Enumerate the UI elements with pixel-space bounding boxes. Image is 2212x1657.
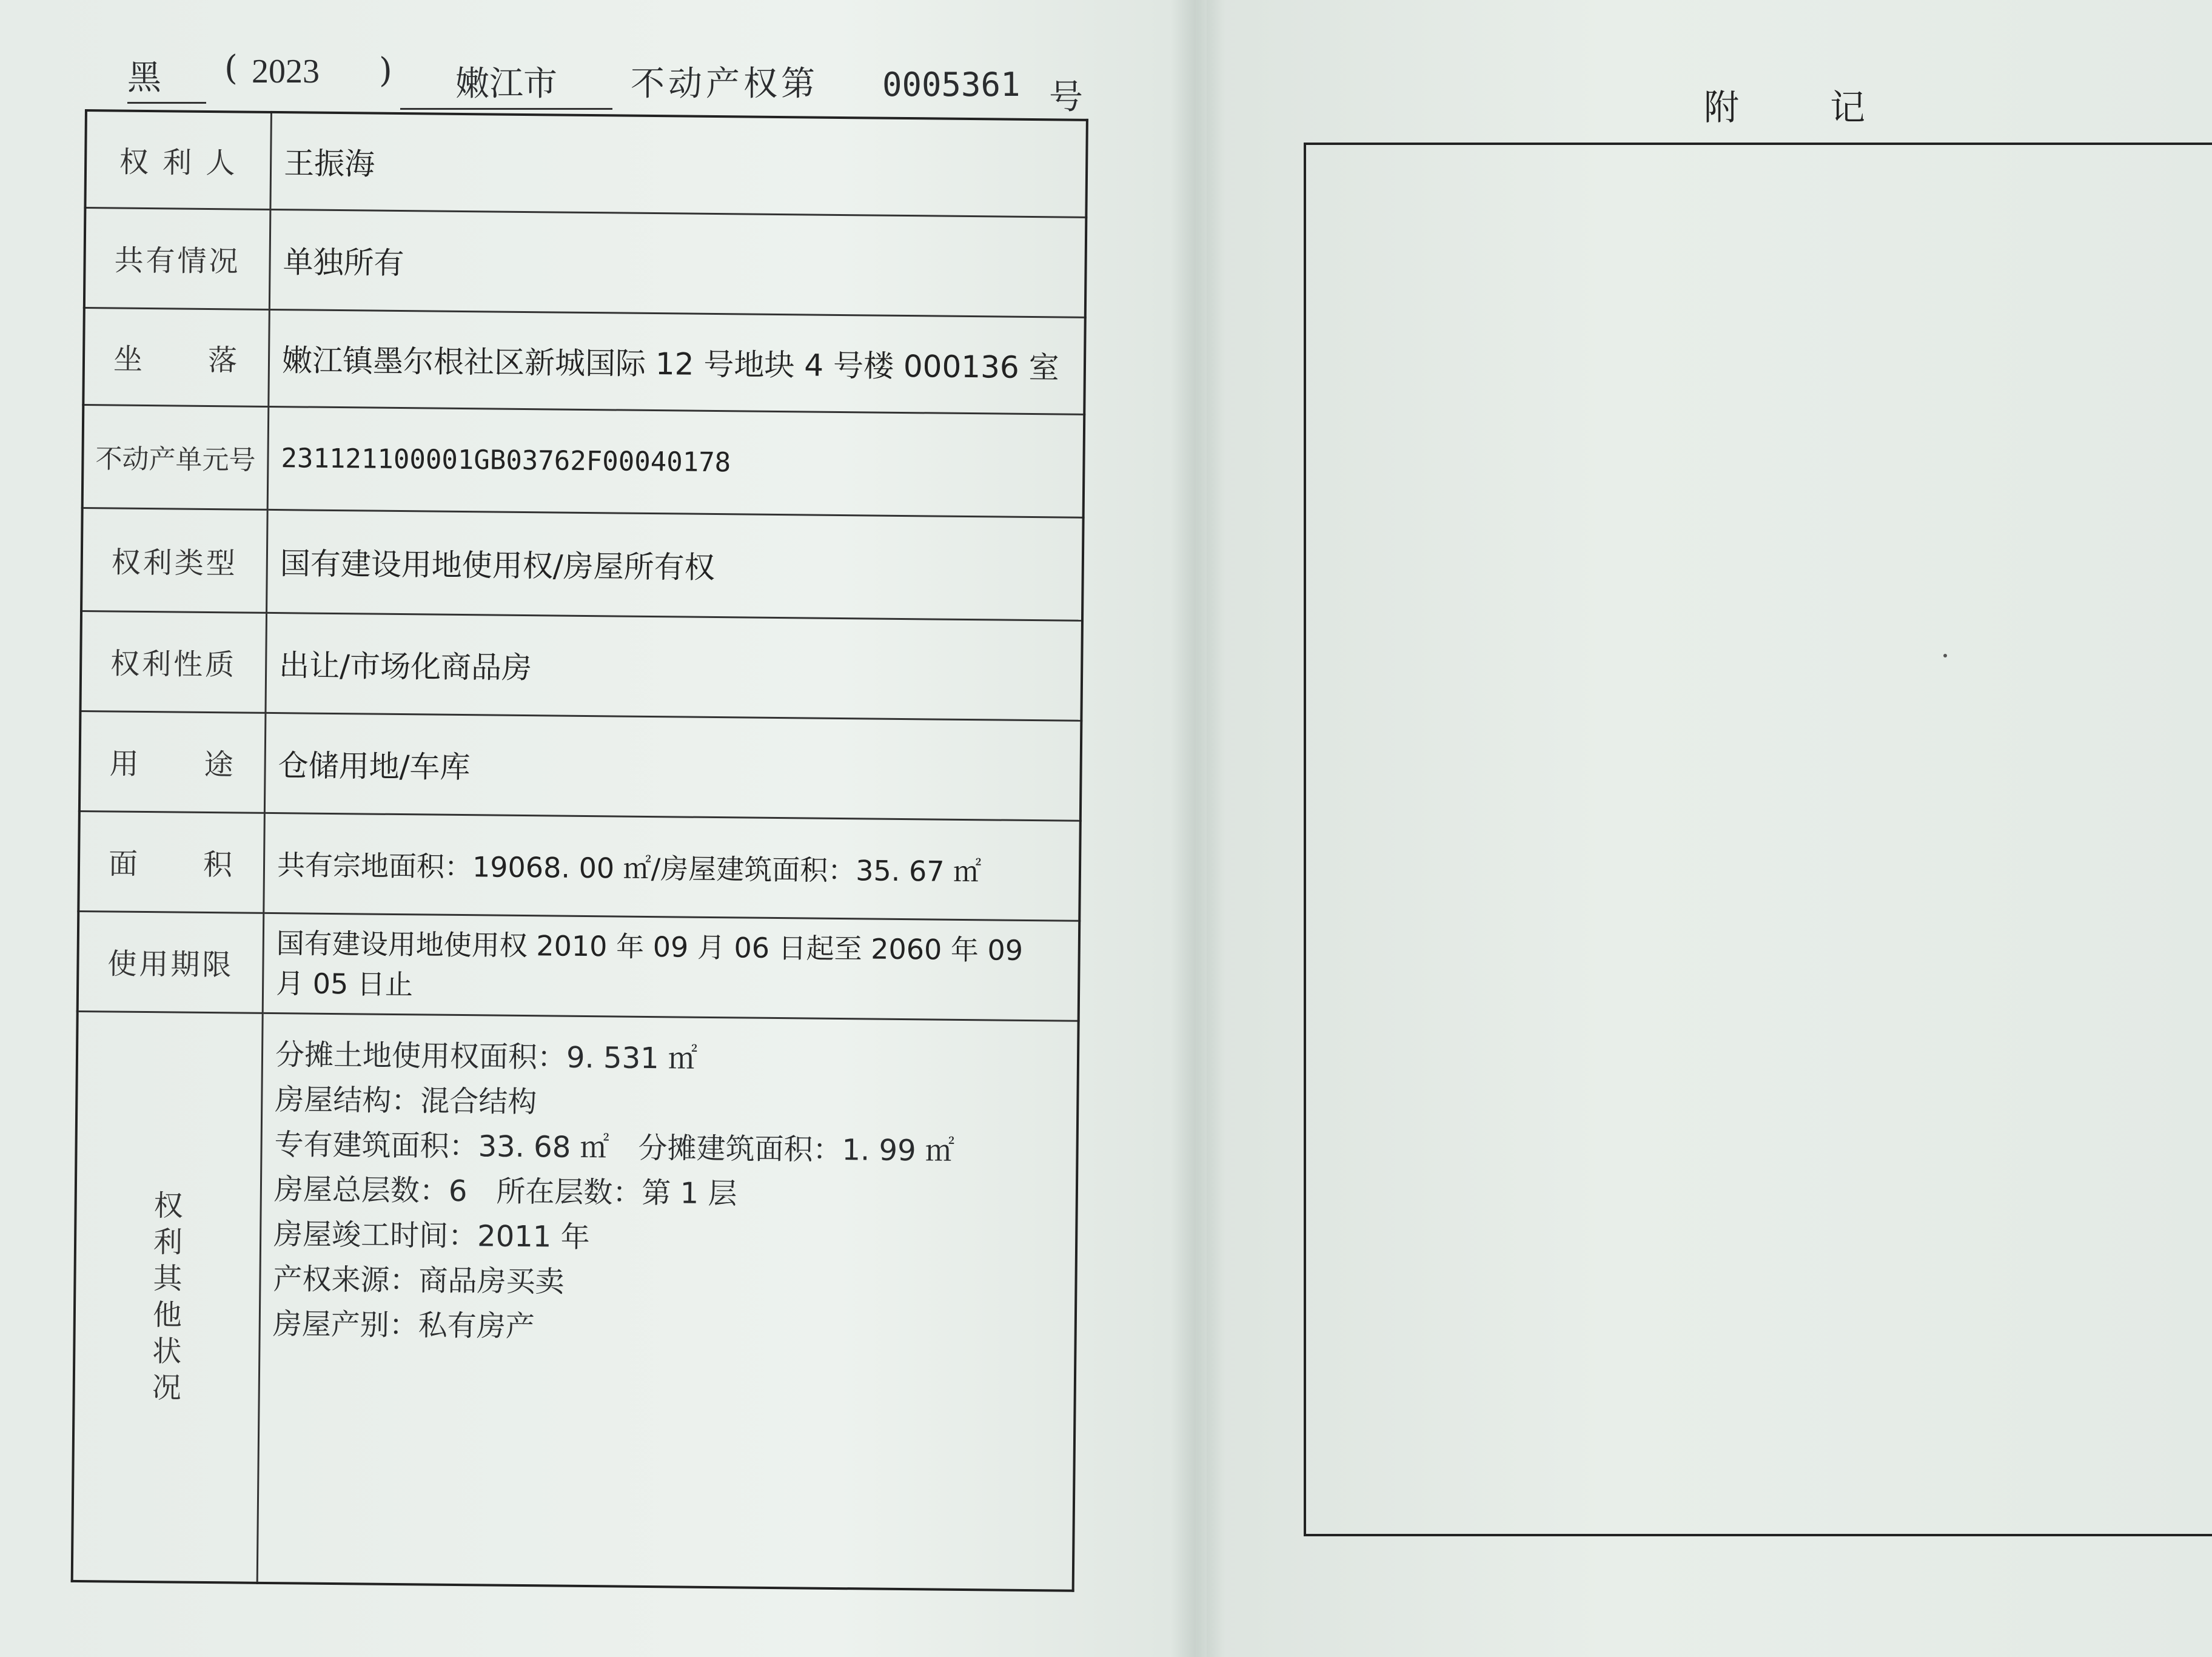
field-label: 权 利 人 <box>85 110 271 209</box>
field-label: 坐 落 <box>83 308 269 406</box>
other-status-char: 利 <box>153 1225 183 1260</box>
table-row <box>80 611 1082 721</box>
cert-city: 嫩江市 <box>400 57 612 110</box>
field-label: 使用期限 <box>78 911 264 1013</box>
list-item: 专有建筑面积：33. 68 ㎡ 分摊建筑面积：1. 99 ㎡ <box>274 1127 955 1168</box>
table-row <box>81 508 1084 620</box>
list-item: 房屋产别：私有房产 <box>272 1306 535 1343</box>
province-abbr: 黑 <box>127 51 206 104</box>
other-status-char: 权 <box>153 1188 183 1223</box>
field-label: 权利类型 <box>81 508 267 613</box>
book-spine <box>1170 0 1225 1657</box>
list-item: 房屋竣工时间：2011 年 <box>273 1217 590 1254</box>
cert-label: 不动产权第 <box>631 64 819 104</box>
attachment-title: 附记 <box>1704 87 1957 128</box>
cert-suffix: 号 <box>1049 78 1083 117</box>
certificate-header <box>103 49 1098 115</box>
field-value-location: 嫩江镇墨尔根社区新城国际 12 号地块 4 号楼 000136 室 <box>269 309 1085 414</box>
field-label: 面 积 <box>78 811 264 913</box>
field-value-owner: 王振海 <box>270 112 1087 217</box>
field-label: 权利性质 <box>80 611 266 713</box>
other-status-char: 其 <box>153 1261 183 1296</box>
cert-number: 0005361 <box>882 66 1021 104</box>
list-item: 房屋结构：混合结构 <box>275 1082 537 1119</box>
table-row <box>83 308 1085 414</box>
field-value-term: 国有建设用地使用权 2010 年 09 月 06 日起至 2060 年 09 月 05 日止 <box>263 913 1079 1021</box>
table-row <box>82 405 1085 517</box>
field-value-area: 共有宗地面积：19068. 00 ㎡/房屋建筑面积：35. 67 ㎡ <box>264 813 1081 921</box>
other-status-char: 他 <box>152 1297 183 1333</box>
paren-close: ) <box>379 51 392 90</box>
field-value-usage: 仓储用地/车库 <box>264 713 1081 821</box>
certificate-table <box>71 109 1088 1592</box>
field-value-ownership: 单独所有 <box>269 209 1086 317</box>
table-row <box>78 811 1081 921</box>
field-label: 共有情况 <box>84 207 270 309</box>
paper-speck <box>1943 654 1947 657</box>
list-item: 分摊土地使用权面积：9. 531 ㎡ <box>275 1037 698 1076</box>
table-row <box>85 110 1087 217</box>
table-row <box>78 911 1080 1021</box>
other-status-label <box>72 1011 263 1583</box>
other-status-char: 状 <box>152 1334 182 1369</box>
field-value-right-nature: 出让/市场化商品房 <box>266 613 1082 721</box>
table-row <box>84 207 1087 317</box>
table-row <box>79 711 1082 821</box>
attachment-box <box>1304 143 2212 1536</box>
other-status-char: 况 <box>152 1370 182 1405</box>
list-item: 房屋总层数：6 所在层数：第 1 层 <box>273 1172 737 1211</box>
field-label: 不动产单元号 <box>82 405 269 509</box>
cert-year: 2023 <box>252 53 320 90</box>
paren-open: ( <box>224 49 238 88</box>
field-value-unit-number: 231121100001GB03762F00040178 <box>267 406 1084 517</box>
list-item: 产权来源：商品房买卖 <box>273 1262 565 1299</box>
field-value-right-type: 国有建设用地使用权/房屋所有权 <box>267 509 1084 620</box>
other-status-list <box>257 1013 1078 1591</box>
table-row <box>72 1011 1079 1591</box>
field-label: 用 途 <box>79 711 266 813</box>
